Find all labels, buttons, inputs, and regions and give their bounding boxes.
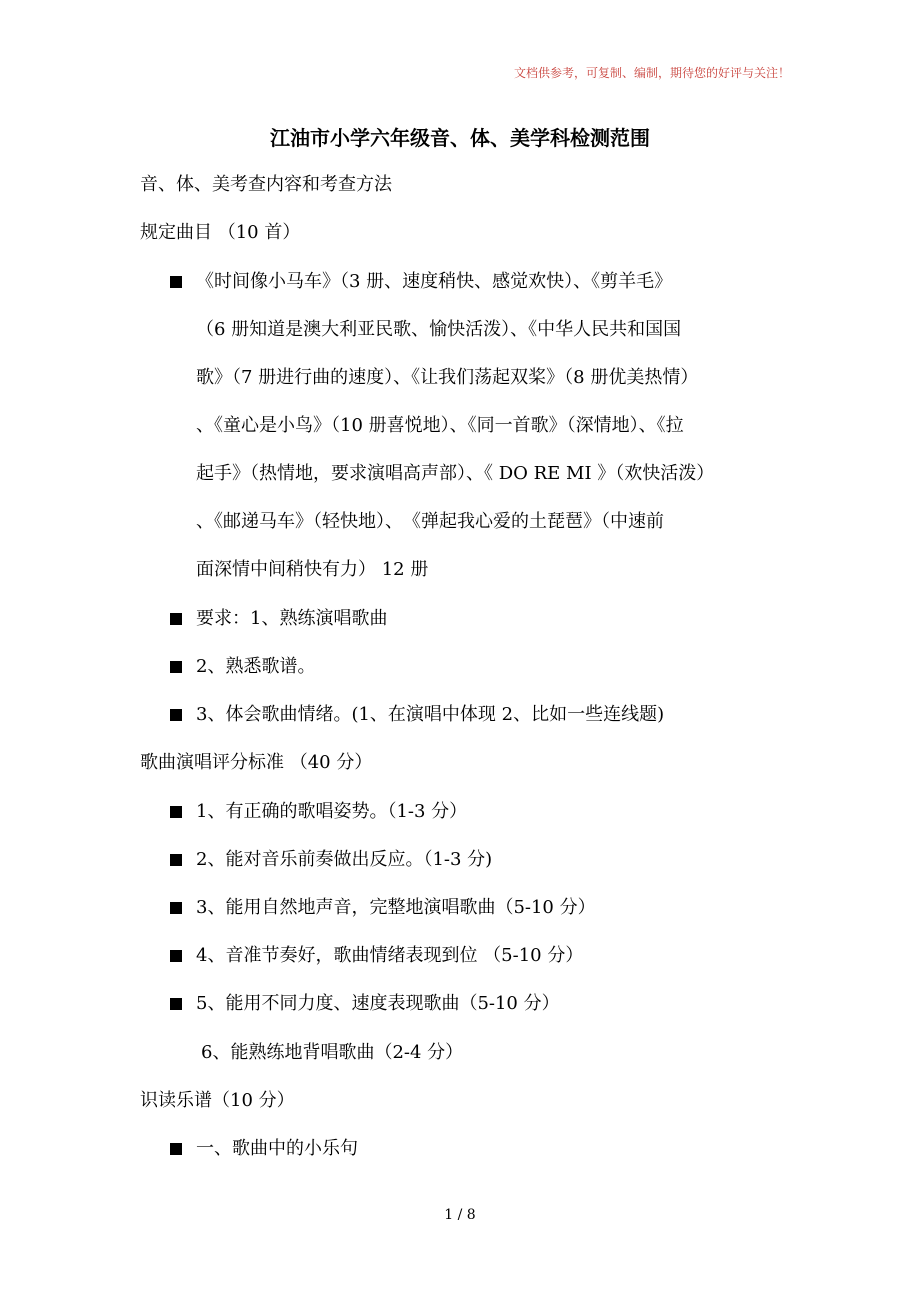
songs-line: 、《童心是小鸟》（10 册喜悦地）、《同一首歌》（深情地）、《拉 [196, 415, 684, 436]
page-number: 1 / 8 [444, 1207, 476, 1223]
scoring-item: 4、音准节奏好，歌曲情绪表现到位 （5-10 分） [196, 945, 584, 966]
songs-line: （6 册知道是澳大利亚民歌、愉快活泼）、《中华人民共和国国 [196, 319, 682, 340]
bullet-icon [170, 806, 182, 818]
section-heading-scoring: 歌曲演唱评分标准 （40 分） [140, 752, 373, 773]
songs-line: 起手》（热情地，要求演唱高声部）、《 DO RE MI 》（欢快活泼） [196, 463, 715, 484]
requirement-item: 3、体会歌曲情绪。(1、在演唱中体现 2、比如一些连线题) [196, 704, 665, 725]
intro-line: 音、体、美考查内容和考查方法 [140, 174, 392, 195]
scoring-item: 6、能熟练地背唱歌曲（2-4 分） [201, 1042, 464, 1063]
bullet-icon [170, 613, 182, 625]
scoring-item: 2、能对音乐前奏做出反应。（1-3 分) [196, 849, 493, 870]
requirement-item: 2、熟悉歌谱。 [196, 656, 316, 677]
document-title: 江油市小学六年级音、体、美学科检测范围 [270, 126, 650, 150]
bullet-icon [170, 709, 182, 721]
bullet-icon [170, 854, 182, 866]
bullet-icon [170, 902, 182, 914]
section-heading-sheet-music: 识读乐谱（10 分） [140, 1090, 295, 1111]
bullet-icon [170, 276, 182, 288]
scoring-item: 3、能用自然地声音，完整地演唱歌曲（5-10 分） [196, 897, 596, 918]
requirement-item: 要求：1、熟练演唱歌曲 [196, 608, 388, 629]
bullet-icon [170, 950, 182, 962]
scoring-item: 1、有正确的歌唱姿势。（1-3 分） [196, 801, 468, 822]
songs-line: 面深情中间稍快有力） 12 册 [196, 559, 429, 580]
songs-line: 《时间像小马车》（3 册、速度稍快、感觉欢快）、《剪羊毛》 [196, 271, 673, 292]
section-heading-required-songs: 规定曲目 （10 首） [140, 222, 301, 243]
bullet-icon [170, 998, 182, 1010]
songs-line: 、《邮递马车》（轻快地）、 《弹起我心爱的土琵琶》（中速前 [196, 511, 664, 532]
scoring-item: 5、能用不同力度、速度表现歌曲（5-10 分） [196, 993, 560, 1014]
sheet-music-item: 一、歌曲中的小乐句 [196, 1138, 358, 1159]
bullet-icon [170, 661, 182, 673]
bullet-icon [170, 1143, 182, 1155]
header-note: 文档供参考，可复制、编制，期待您的好评与关注！ [513, 66, 790, 80]
songs-line: 歌》（7 册进行曲的速度）、《让我们荡起双桨》（8 册优美热情） [196, 367, 699, 388]
